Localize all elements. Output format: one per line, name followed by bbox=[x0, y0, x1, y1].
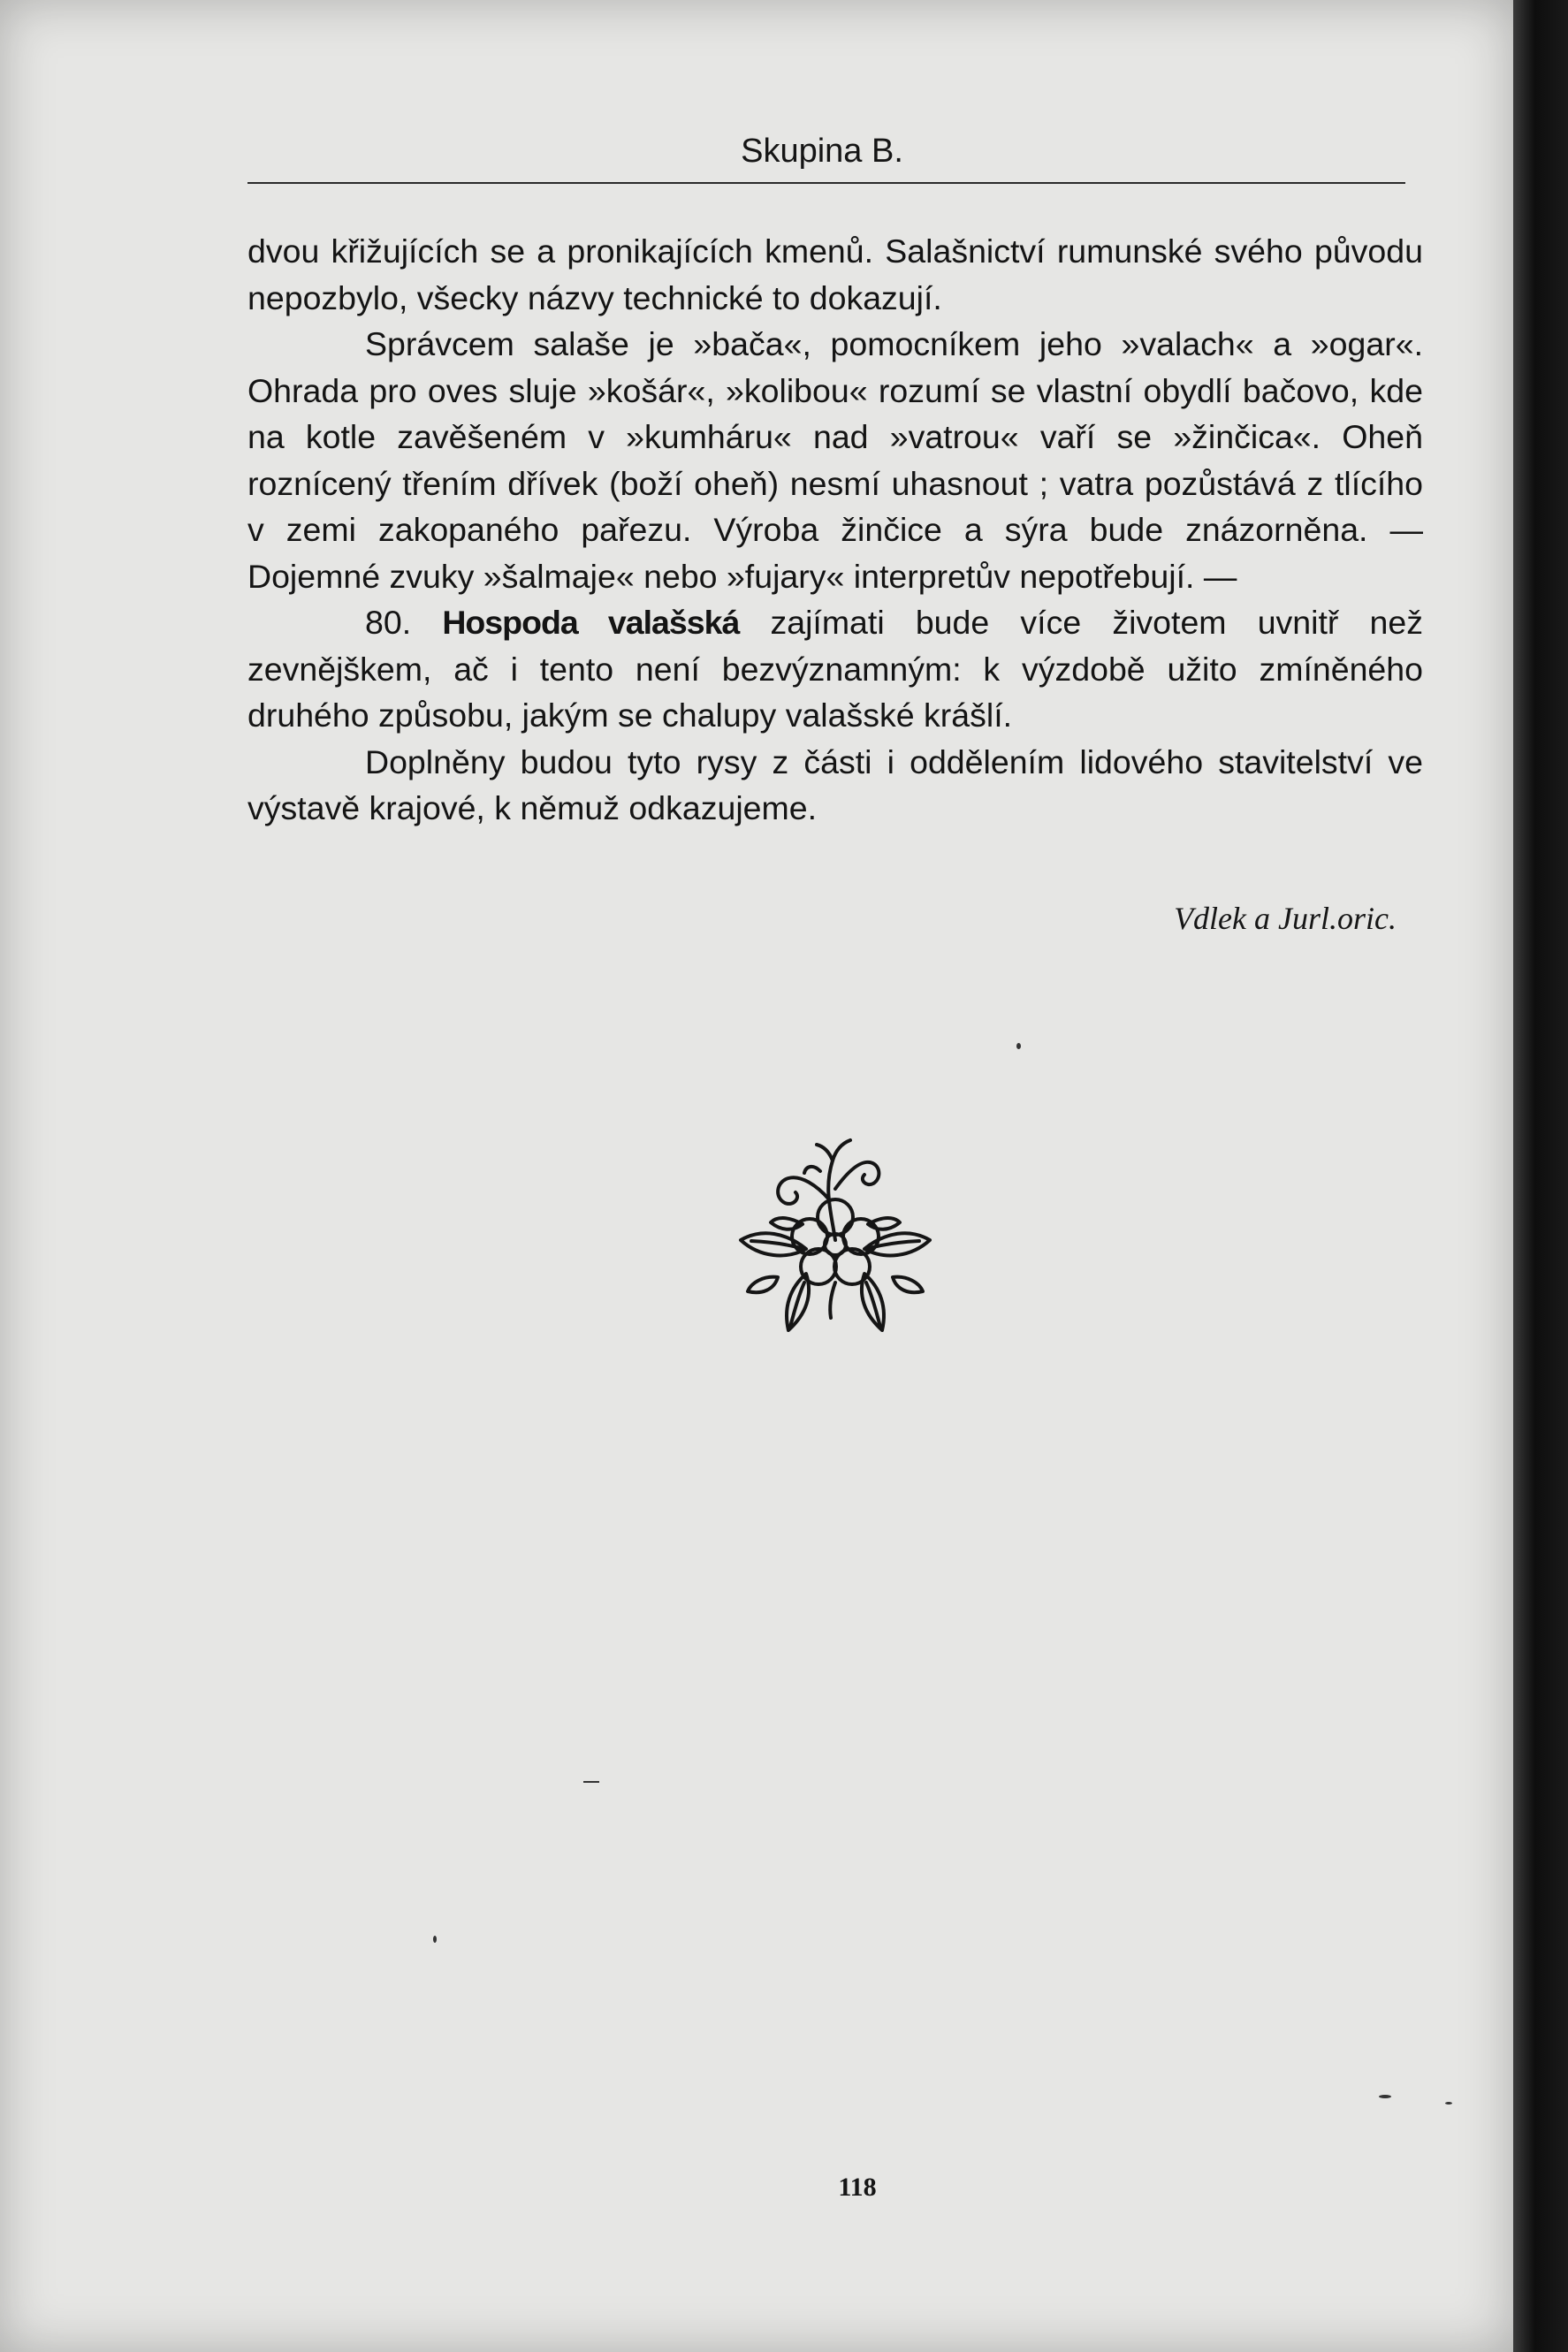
page-edge-shadow bbox=[1513, 0, 1568, 2352]
paragraph-4: Doplněny budou tyto rysy z části i oddělením lidového stavitelství ve výstavě krajové, k němuž odkazujeme. bbox=[247, 742, 1423, 826]
floral-ornament-icon bbox=[725, 1118, 946, 1348]
scan-speck bbox=[583, 1781, 599, 1783]
header-rule bbox=[247, 182, 1405, 184]
author-signature: Vdlek a Jurl.oric. bbox=[1174, 901, 1397, 936]
scan-speck bbox=[1445, 2102, 1452, 2105]
scan-speck bbox=[433, 1936, 437, 1943]
page-header: Skupina B. bbox=[741, 133, 903, 170]
section-number: 80. bbox=[365, 604, 412, 641]
scan-speck bbox=[1016, 1043, 1021, 1049]
page-number: 118 bbox=[838, 2173, 877, 2202]
section-heading: Hospoda valašská bbox=[442, 604, 740, 641]
body-text bbox=[247, 228, 1423, 832]
section-text: zajímati bude více životem uvnitř než zevnějškem, ač i tento není bezvýznamným: k výzdobě užito zmíněného druhého způsobu, jakým se chalupy valašské krášlí. bbox=[247, 604, 1424, 734]
paragraph-2: Správcem salaše je »bača«, pomocníkem jeho »valach« a »ogar«. Ohrada pro oves sluje »košár«, »kolibou« rozumí se vlastní obydlí bačovo, kde na kotle zavěšeném v »kumháru« nad »vatrou« vaří se »žinčica«. Oheň roznícený třením dřívek (boží oheň) nesmí uhasnout ; vatra pozůstává z tlícího v zemi zakopaného pařezu. Výroba žinčice a sýra bude znázorněna. — Dojemné zvuky »šalmaje« nebo »fujary« interpretův nepotřebují. — bbox=[247, 325, 1423, 595]
scan-speck bbox=[1379, 2095, 1391, 2098]
paragraph-1: dvou křižujících se a pronikajících kmenů. Salašnictví rumunské svého původu nepozbylo, všecky názvy technické to dokazují. bbox=[247, 232, 1423, 316]
paragraph-3 bbox=[247, 599, 1423, 739]
